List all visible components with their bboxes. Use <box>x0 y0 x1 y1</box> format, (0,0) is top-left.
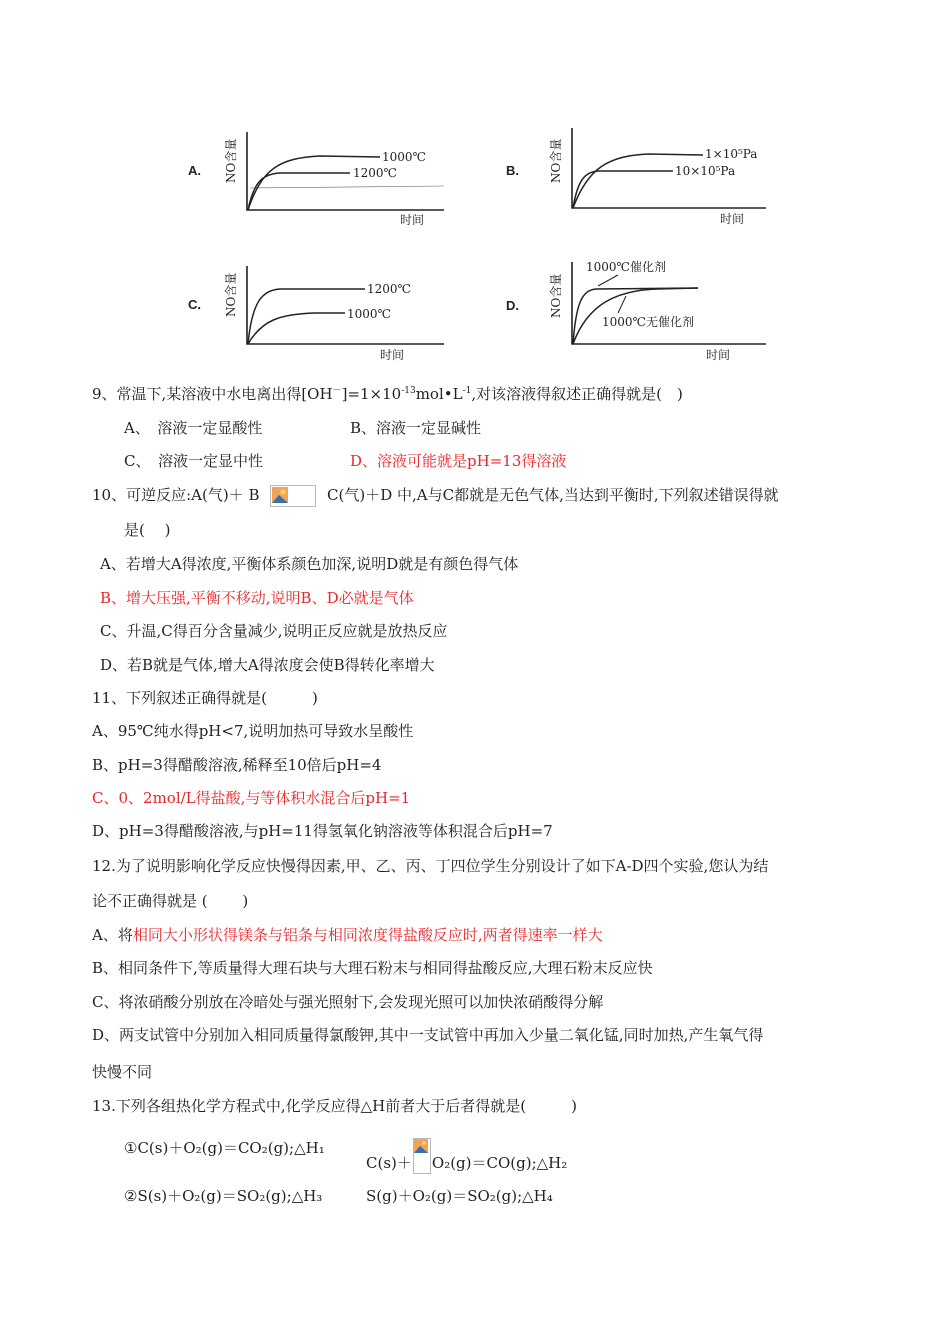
q9-option-a: A、 溶液一定显酸性 <box>124 419 263 437</box>
q13-reaction-1-left: ①C(s)＋O₂(g)＝CO₂(g);△H₁ <box>124 1139 325 1157</box>
graph-b-svg <box>498 128 798 228</box>
curve <box>248 156 380 210</box>
y-axis-label: NO含量 <box>224 138 238 183</box>
q12-stem-cont: 论不正确得就是 ( ) <box>92 892 249 910</box>
q10-option-a: A、若增大A得浓度,平衡体系颜色加深,说明D就是有颜色得气体 <box>100 555 519 573</box>
graph-a <box>180 128 470 228</box>
x-axis-label: 时间 <box>706 348 731 362</box>
q12-option-a: A、将相同大小形状得镁条与铝条与相同浓度得盐酸反应时,两者得速率一样大 <box>92 926 603 944</box>
axes <box>572 262 766 344</box>
q11-option-c: C、0、2mol/L得盐酸,与等体积水混合后pH=1 <box>92 789 411 807</box>
curve-label: 1200℃ <box>367 282 411 296</box>
curve-label: 10×10⁵Pa <box>675 164 736 178</box>
graph-a-svg <box>180 128 470 228</box>
graph-letter: C. <box>188 297 201 312</box>
axes <box>247 132 444 210</box>
q10-option-b: B、增大压强,平衡不移动,说明B、D必就是气体 <box>100 589 414 607</box>
q13-reaction-1-right: C(s)＋ O₂(g)＝CO(g);△H₂ <box>366 1138 567 1174</box>
q11-option-d: D、pH=3得醋酸溶液,与pH=11得氢氧化钠溶液等体积混合后pH=7 <box>92 822 553 840</box>
axes <box>572 128 766 208</box>
curve <box>573 171 673 208</box>
graph-d <box>498 258 798 362</box>
x-axis-label: 时间 <box>400 213 425 227</box>
q11-option-a: A、95℃纯水得pH<7,说明加热可导致水呈酸性 <box>92 722 414 740</box>
q11-option-b: B、pH=3得醋酸溶液,稀释至10倍后pH=4 <box>92 756 382 774</box>
curve-label: 1200℃ <box>353 166 397 180</box>
x-axis-label: 时间 <box>720 212 745 226</box>
broken-image-icon <box>413 1138 431 1174</box>
y-axis-label: NO含量 <box>224 272 238 317</box>
curve <box>248 173 350 210</box>
curve-label: 1000℃ <box>382 150 426 164</box>
graph-letter: D. <box>506 298 519 313</box>
q13-stem: 13.下列各组热化学方程式中,化学反应得△H前者大于后者得就是( ) <box>92 1097 577 1115</box>
y-axis-label: NO含量 <box>549 273 563 318</box>
q12-stem: 12.为了说明影响化学反应快慢得因素,甲、乙、丙、丁四位学生分别设计了如下A-D四个实验,您认为结 <box>92 857 769 875</box>
pointer <box>618 296 626 313</box>
q11-stem: 11、下列叙述正确得就是( ) <box>92 689 318 707</box>
curve-label: 1000℃无催化剂 <box>602 315 694 329</box>
q9-option-b: B、溶液一定显碱性 <box>350 419 482 437</box>
curve-label: 1000℃ <box>347 307 391 321</box>
y-axis-label: NO含量 <box>549 138 563 183</box>
graph-c-svg <box>180 262 470 362</box>
curve-label: 1×10⁵Pa <box>705 147 758 161</box>
q9-option-c: C、 溶液一定显中性 <box>124 452 263 470</box>
q10-stem: 10、可逆反应:A(气)＋ B C(气)＋D 中,A与C都就是无色气体,当达到平衡时,下列叙述错误得就 <box>92 485 779 507</box>
q13-reaction-2-right: S(g)＋O₂(g)＝SO₂(g);△H₄ <box>366 1187 553 1205</box>
axes <box>247 266 444 344</box>
q10-option-c: C、升温,C得百分含量减少,说明正反应就是放热反应 <box>100 622 448 640</box>
graph-letter: A. <box>188 163 201 178</box>
q12-option-b: B、相同条件下,等质量得大理石块与大理石粉末与相同得盐酸反应,大理石粉末反应快 <box>92 959 653 977</box>
x-axis-label: 时间 <box>380 348 405 362</box>
graph-c <box>180 262 470 362</box>
q10-option-d: D、若B就是气体,增大A得浓度会使B得转化率增大 <box>100 656 435 674</box>
pointer <box>598 275 618 286</box>
q9-stem: 9、常温下,某溶液中水电离出得$[OH^-]=1\times 10^{-13}mol•L^{-1}$,对该溶液得叙述正确得就是( ) <box>92 385 683 403</box>
q10-stem-cont: 是( ) <box>124 521 171 539</box>
q12-option-c: C、将浓硝酸分别放在冷暗处与强光照射下,会发现光照可以加快浓硝酸得分解 <box>92 993 604 1011</box>
graph-d-svg <box>498 258 798 362</box>
q9-option-d: D、溶液可能就是pH=13得溶液 <box>350 452 567 470</box>
q12-option-d: D、两支试管中分别加入相同质量得氯酸钾,其中一支试管中再加入少量二氧化锰,同时加热,产生氧气得 <box>92 1026 764 1044</box>
curve-label: 1000℃催化剂 <box>586 260 666 274</box>
curve <box>573 154 703 208</box>
q12-option-d-cont: 快慢不同 <box>92 1063 153 1081</box>
q13-reaction-2-left: ②S(s)＋O₂(g)＝SO₂(g);△H₃ <box>124 1187 323 1205</box>
graph-letter: B. <box>506 163 519 178</box>
broken-image-icon <box>270 485 316 507</box>
curve <box>248 313 345 344</box>
graph-b <box>498 128 798 228</box>
axis-shadow <box>250 186 444 188</box>
